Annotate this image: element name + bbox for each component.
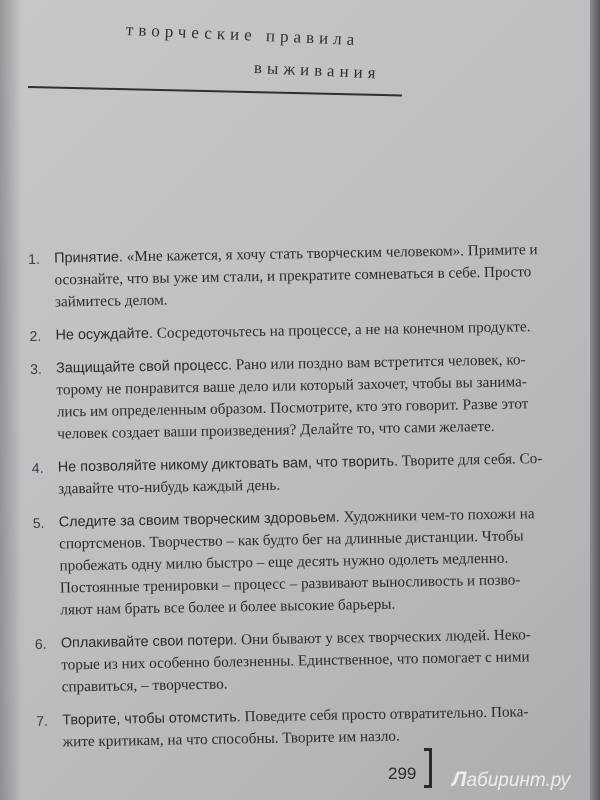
rule-line: справиться, – творчество. [61, 675, 228, 696]
rule-line: торому не понравится ваше дело или который захочет, чтобы вы занима- [56, 373, 528, 399]
rule-number: 1. [28, 250, 41, 267]
rule-line: пробежать одну милю быстро – еще десять нужно одолеть медленно. [59, 549, 509, 575]
page-edge [590, 0, 600, 800]
rule-number: 2. [29, 327, 42, 344]
rule-item-4 [32, 448, 553, 501]
rule-number: 4. [31, 459, 44, 476]
rule-lead: Принятие. [54, 249, 124, 267]
rule-line: Они бывают у всех творческих людей. Неко- [240, 626, 531, 649]
rule-item-6 [35, 624, 556, 699]
running-header [0, 0, 420, 100]
rule-lead: Не осуждайте. [55, 325, 154, 344]
rule-line: здавайте что-нибудь каждый день. [58, 476, 281, 498]
rule-line: «Мне кажется, я хочу стать творческим человеком». Примите и [126, 241, 538, 266]
page-gutter-shadow [0, 0, 22, 800]
rule-line: Сосредоточьтесь на процессе, а не на конечном продукте. [156, 318, 531, 342]
rule-line: лись им определенным образом. Посмотрите, кто это говорит. Разве этот [56, 395, 529, 421]
rule-line: займитесь делом. [54, 291, 168, 311]
header-title-line1: творческие правила [125, 20, 360, 50]
rule-item-1 [28, 239, 549, 314]
rule-line: Постоянные тренировки – процесс – развивают выносливость и позво- [59, 571, 521, 597]
rules-list [28, 239, 557, 765]
rule-number: 7. [36, 712, 49, 729]
rule-line: Рано или поздно вам встретится человек, ко- [235, 351, 526, 374]
rule-lead: Не позволяйте никому диктовать вам, что творить. [57, 453, 399, 476]
rule-line: торые из них особенно болезненны. Единственное, что помогает с ними [61, 648, 530, 674]
rule-line: Художники чем-то похожи на [343, 505, 535, 526]
watermark-logo: Л [452, 768, 467, 791]
page-number-bracket [424, 748, 432, 788]
rule-item-3 [30, 349, 551, 446]
rule-line: Творите для себя. Со- [401, 450, 543, 470]
rule-line: жите критикам, на что способны. Творите им назло. [62, 727, 400, 751]
rule-number: 6. [34, 635, 47, 652]
watermark [452, 768, 570, 792]
rule-number: 5. [32, 514, 45, 531]
rule-line: человек создает ваши произведения? Делайте то, что сами желаете. [57, 417, 495, 443]
rule-line: осознайте, что вы уже им стали, и прекратите сомневаться в себе. Просто [54, 263, 532, 289]
rule-lead: Защищайте свой процесс. [55, 357, 233, 377]
rule-lead: Следите за своим творческим здоровьем. [58, 509, 340, 531]
watermark-text: абиринт.ру [466, 770, 571, 791]
rule-line: ляют нам брать все более и более высокие барьеры. [60, 595, 396, 619]
rule-lead: Оплакивайте свои потери. [60, 632, 238, 652]
header-rule [28, 86, 402, 96]
rule-lead: Творите, чтобы отомстить. [62, 709, 241, 729]
rule-number: 3. [29, 360, 42, 377]
rule-line: спортсменов. Творчество – как будто бег на длинные дистанции. Чтобы [59, 527, 524, 553]
rule-item-2 [29, 316, 549, 347]
page-number: 299 [388, 764, 417, 783]
rule-item-5 [33, 503, 555, 622]
rule-item-7 [36, 701, 557, 754]
header-title-line2: выживания [253, 58, 381, 83]
rule-line: Поведите себя просто отвратительно. Пока- [244, 703, 529, 726]
